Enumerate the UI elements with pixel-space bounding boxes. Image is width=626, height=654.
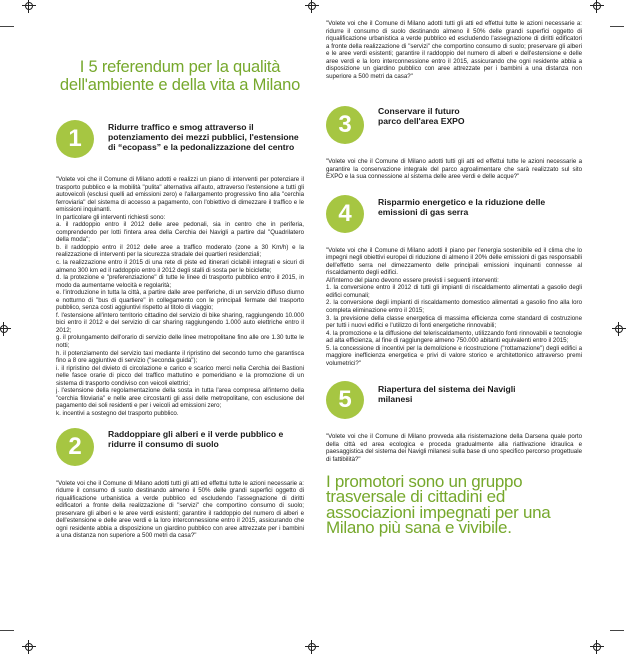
section-1-header [56, 120, 304, 158]
left-column [56, 58, 304, 540]
section-3-number-badge: 3 [326, 106, 364, 144]
registration-mark-bottom-right [590, 640, 604, 654]
crop-mark [0, 630, 14, 631]
section-5-body: "Volete voi che il Comune di Milano provveda alla risistemazione della Darsena quale porto della città ed area ecologica e proceda gradualmente alla riattivazione idraulica e paesaggistica del sistema dei Navigli milanesi sulla base di uno specifico percorso progettuale di fattibilità?" [326, 433, 582, 464]
section-2-title: Raddoppiare gli alberi e il verde pubblico e ridurre il consumo di suolo [108, 428, 284, 449]
crop-mark [0, 26, 14, 27]
section-2-number-badge: 2 [56, 428, 94, 466]
section-1-title: Ridurre traffico e smog attraverso il potenziamento dei mezzi pubblici, l'estensione di “ecopass” e la pedonalizzazione del centro [108, 122, 299, 152]
registration-mark-top-right [590, 0, 604, 13]
section-2-header [56, 428, 304, 466]
registration-mark-bottom-center [305, 640, 319, 654]
crop-mark [610, 630, 624, 631]
page-title: I 5 referendum per la qualità dell'ambiente e della vita a Milano [59, 58, 301, 94]
section-5-title: Riapertura del sistema dei Navigli milanesi [378, 384, 516, 405]
section-3-header [326, 106, 582, 144]
registration-mark-top-left [22, 0, 36, 13]
section-2-body-continued: "Volete voi che il Comune di Milano adotti tutti gli atti ed effettui tutte le azioni necessarie a: ridurre il consumo di suolo destinando almeno il 50% delle grandi superfici oggetto di riqualificazione urbanistica a verde pubblico ed escludendo l'assegnazione di diritti edificatori a fronte della realizzazione di "servizi" che comportino consumo di suolo; preservare gli alberi e le aree verdi esistenti; garantire il raddoppio del numero di alberi e dell'estensione e delle aree verdi e la loro interconnessione entro il 2015, assicurando che ogni residente abbia a disposizione un giardino pubblico con aree attrezzate per i bambini a una distanza non superiore a 500 metri da casa?" [326, 20, 582, 80]
right-column [326, 20, 582, 538]
section-1-number-badge: 1 [56, 120, 94, 158]
section-4-header [326, 195, 582, 233]
section-2-body: "Volete voi che il Comune di Milano adotti tutti gli atti ed effettui tutte le azioni necessarie a: ridurre il consumo di suolo destinando almeno il 50% delle grandi superfici oggetto di riqualificazione urbanistica a verde pubblico ed escludendo l'assegnazione di diritti edificatori a fronte della realizzazione di "servizi" che comportino consumo di suolo; preservare gli alberi e le aree verdi esistenti; garantire il raddoppio del numero di alberi e dell'estensione e delle aree verdi e la loro interconnessione entro il 2015, assicurando che ogni residente abbia a disposizione un giardino pubblico con aree attrezzate per i bambini a una distanza non superiore a 500 metri da casa?" [56, 479, 304, 540]
section-5-number-badge: 5 [326, 381, 364, 419]
closing-statement: I promotori sono un gruppo trasversale di cittadini ed associazioni impegnati per una Milano più sana e vivibile. [326, 471, 551, 538]
section-3-title: Conservare il futuro parco dell'area EXPO [378, 106, 465, 126]
section-4-title: Risparmio energetico e la riduzione delle emissioni di gas serra [378, 196, 546, 217]
registration-mark-bottom-left [22, 640, 36, 654]
registration-mark-left [0, 322, 11, 336]
section-3-body: "Volete voi che il Comune di Milano adotti tutti gli atti ed effettui tutte le azioni necessarie a garantire la conservazione integrale del parco agroalimentare che sarà realizzato sul sito EXPO e la sua connessione al sistema delle aree verdi e delle acque?" [326, 158, 582, 181]
section-1-body: "Volete voi che il Comune di Milano adotti e realizzi un piano di interventi per potenziare il trasporto pubblico e la mobilità "pulita" alternativa all'auto, attraverso l'estensione a tutti gli autoveicoli (esclusi quelli ad emissioni zero) e l'allargamento progressivo fino alla "cerchia ferroviaria" del sistema di accesso a pagamento, con l'obiettivo di dimezzare il traffico e le emissioni inquinanti. In particolare gli interventi richiesti sono: a. il raddoppio entro il 2012 delle aree pedonali, sia in centro che in periferia, comprendendo per lotti l'intera area della Cerchia dei Navigli a partire dal "Quadrilatero della moda"; b. il raddoppio entro il 2012 delle aree a traffico moderato (zone a 30 Km/h) e la realizzazione di interventi per la sicurezza stradale dei quartieri residenziali; c. la realizzazione entro il 2015 di una rete di piste ed itinerari ciclabili integrati e sicuri di almeno 300 km ed il raddoppio entro il 2012 degli stalli di sosta per le biciclette; d. la protezione e "preferenziazione" di tutte le linee di trasporto pubblico entro il 2015, in modo da aumentarne velocità e regolarità; e. l'introduzione in tutta la città, a partire dalle aree periferiche, di un servizio diffuso diurno e notturno di "bus di quartiere" in collegamento con le principali fermate del trasporto pubblico, senza costi aggiuntivi rispetto al titolo di viaggio; f. l'estensione all'intero territorio cittadino del servizio di bike sharing, raggiungendo 10.000 bici entro il 2012 e del servizio di car sharing raggiungendo 1.000 auto elettriche entro il 2012; g. il prolungamento dell'orario di servizio delle linee metropolitane fino alle ore 1.30 tutte le notti; h. il potenziamento del servizio taxi mediante il ripristino del secondo turno che garantisca fino a 8 ore aggiuntive di servizio ("seconda guida"); i. il ripristino del divieto di circolazione e carico e scarico merci nella Cerchia dei Bastioni nelle fasce orarie di picco del traffico mattutino e pomeridiano e la promozione di un sistema di trasporto condiviso con veicoli elettrici; j. l'estensione della regolamentazione della sosta in tutta l'area compresa all'interno della "cerchia filoviaria" e nelle aree circostanti gli assi delle metropolitane, con esclusione del pagamento dei soli residenti e per i veicoli ad emissioni zero; k. incentivi a sostegno del trasporto pubblico. [56, 176, 304, 417]
section-4-number-badge: 4 [326, 195, 364, 233]
registration-mark-right [612, 322, 626, 336]
crop-mark [610, 26, 624, 27]
section-4-body: "Volete voi che il Comune di Milano adotti il piano per l'energia sostenibile ed il clima che lo impegni negli obiettivi europei di riduzione di almeno il 20% delle emissioni di gas responsabili dell'effetto serra nel dimezzamento delle principali emissioni inquinanti connesse al riscaldamento degli edifici. All'interno del piano devono essere previsti i seguenti interventi: 1. la conversione entro il 2012 di tutti gli impianti di riscaldamento alimentati a gasolio degli edifici comunali; 2. la conversione degli impianti di riscaldamento domestico alimentati a gasolio fino alla loro completa eliminazione entro il 2015; 3. la previsione della classe energetica di massima efficienza come standard di costruzione per tutti i nuovi edifici e l'utilizzo di fonti energetiche rinnovabili; 4. la promozione e la diffusione del teleriscaldamento, utilizzando fonti rinnovabili e tecnologie ad alta efficienza, al fine di raggiungere almeno 750.000 abitanti equivalenti entro il 2015; 5. la concessione di incentivi per la demolizione e ricostruzione ("rottamazione") degli edifici a maggiore inefficienza energetica e privi di valore storico e architettonico attraverso premi volumetrici?" [326, 246, 582, 367]
registration-mark-top-center [305, 0, 319, 13]
section-5-header [326, 381, 582, 419]
